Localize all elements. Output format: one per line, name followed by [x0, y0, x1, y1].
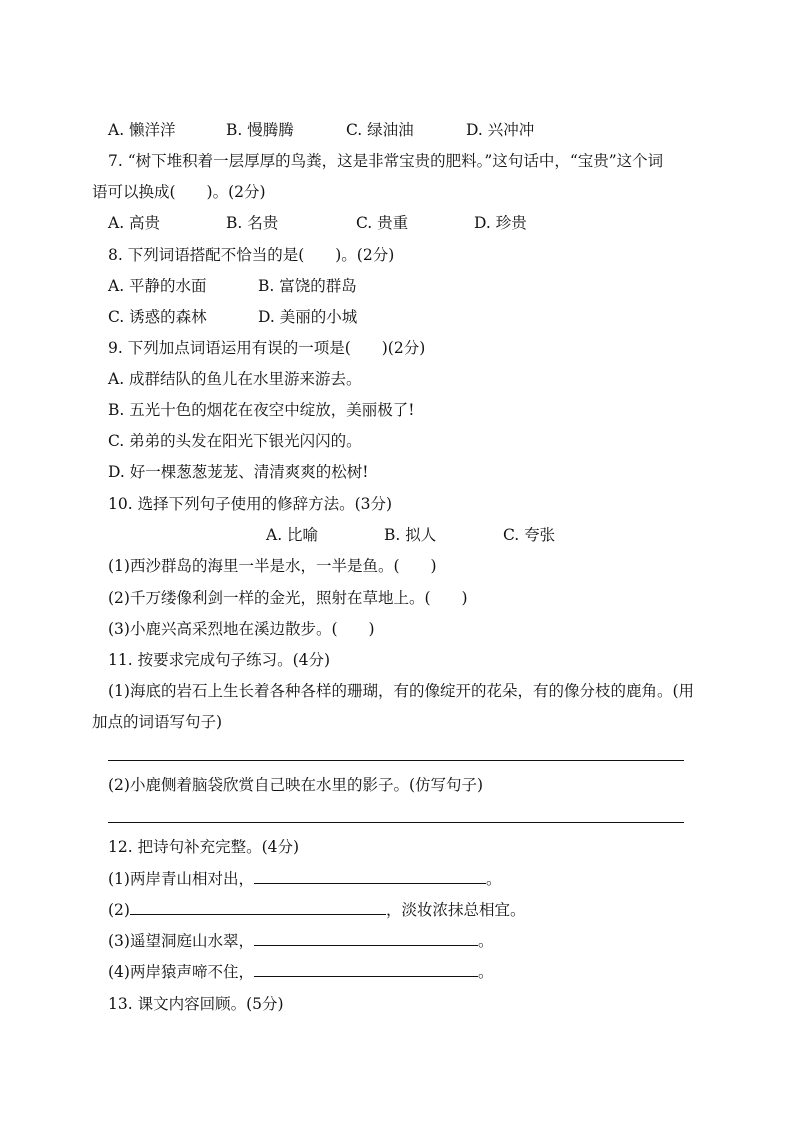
q12-item-2-suffix: ，淡妆浓抹总相宜。 [385, 901, 526, 919]
q9-option-c: C. 弟弟的头发在阳光下银光闪闪的。 [108, 432, 362, 450]
q6-option-d: D. 兴冲冲 [466, 121, 535, 139]
q11-stem: 11. 按要求完成句子练习。(4分) [108, 651, 331, 669]
q9-stem: 9. 下列加点词语运用有误的一项是( )(2分) [108, 339, 426, 357]
q12-item-2-prefix: (2) [108, 901, 130, 919]
q11-answer-line-1[interactable] [108, 760, 684, 761]
q6-option-a: A. 懒洋洋 [108, 121, 176, 139]
q12-item-4 [108, 962, 493, 982]
q6-option-c: C. 绿油油 [346, 121, 414, 139]
q12-item-3-suffix: 。 [477, 932, 494, 950]
q7-option-c: C. 贵重 [356, 214, 409, 232]
q10-item-2: (2)千万缕像利剑一样的金光，照射在草地上。( ) [108, 589, 468, 607]
q12-item-1-prefix: (1)两岸青山相对出， [108, 870, 254, 888]
q9-option-b: B. 五光十色的烟花在夜空中绽放，美丽极了! [108, 401, 415, 419]
q11-item2: (2)小鹿侧着脑袋欣赏自己映在水里的影子。(仿写句子) [108, 776, 484, 794]
q11-answer-line-2[interactable] [108, 822, 684, 823]
q7-stem-line2: 语可以换成( )。(2分) [92, 183, 266, 201]
q11-item1-line1: (1)海底的岩石上生长着各种各样的珊瑚，有的像绽开的花朵，有的像分枝的鹿角。(用 [108, 682, 695, 700]
q9-option-a: A. 成群结队的鱼儿在水里游来游去。 [108, 370, 362, 388]
q8-option-b: B. 富饶的群岛 [258, 277, 357, 295]
q12-item-3-prefix: (3)遥望洞庭山水翠， [108, 932, 254, 950]
q12-item-4-blank[interactable] [254, 962, 478, 977]
q8-option-c: C. 诱惑的森林 [108, 308, 207, 326]
q7-option-d: D. 珍贵 [474, 214, 527, 232]
q12-stem: 12. 把诗句补充完整。(4分) [108, 838, 300, 856]
q10-stem: 10. 选择下列句子使用的修辞方法。(3分) [108, 495, 393, 513]
q12-item-3 [108, 931, 493, 951]
q12-item-2 [108, 900, 525, 920]
q10-item-1: (1)西沙群岛的海里一半是水，一半是鱼。( ) [108, 557, 437, 575]
q8-option-d: D. 美丽的小城 [258, 308, 358, 326]
q8-option-a: A. 平静的水面 [108, 277, 207, 295]
q12-item-2-blank[interactable] [130, 900, 386, 915]
q7-stem-line1: 7. “树下堆积着一层厚厚的鸟粪，这是非常宝贵的肥料。”这句话中，“宝贵”这个词 [108, 152, 664, 170]
q12-item-1-blank[interactable] [254, 869, 486, 884]
q11-item1-line2: 加点的词语写句子) [92, 713, 223, 731]
q7-option-b: B. 名贵 [226, 214, 279, 232]
q10-choice-a: A. 比喻 [266, 526, 319, 544]
q10-choice-c: C. 夸张 [503, 526, 556, 544]
q8-stem: 8. 下列词语搭配不恰当的是( )。(2分) [108, 246, 395, 264]
q9-option-d: D. 好一棵葱葱茏茏、清清爽爽的松树! [108, 463, 369, 481]
q10-choice-b: B. 拟人 [384, 526, 437, 544]
q12-item-4-prefix: (4)两岸猿声啼不住， [108, 963, 254, 981]
q12-item-3-blank[interactable] [254, 931, 478, 946]
q12-item-4-suffix: 。 [477, 963, 494, 981]
q7-option-a: A. 高贵 [108, 214, 161, 232]
q13-stem: 13. 课文内容回顾。(5分) [108, 995, 284, 1013]
q10-item-3: (3)小鹿兴高采烈地在溪边散步。( ) [108, 620, 375, 638]
q12-item-1-suffix: 。 [485, 870, 502, 888]
q6-option-b: B. 慢腾腾 [226, 121, 294, 139]
q12-item-1 [108, 869, 501, 889]
